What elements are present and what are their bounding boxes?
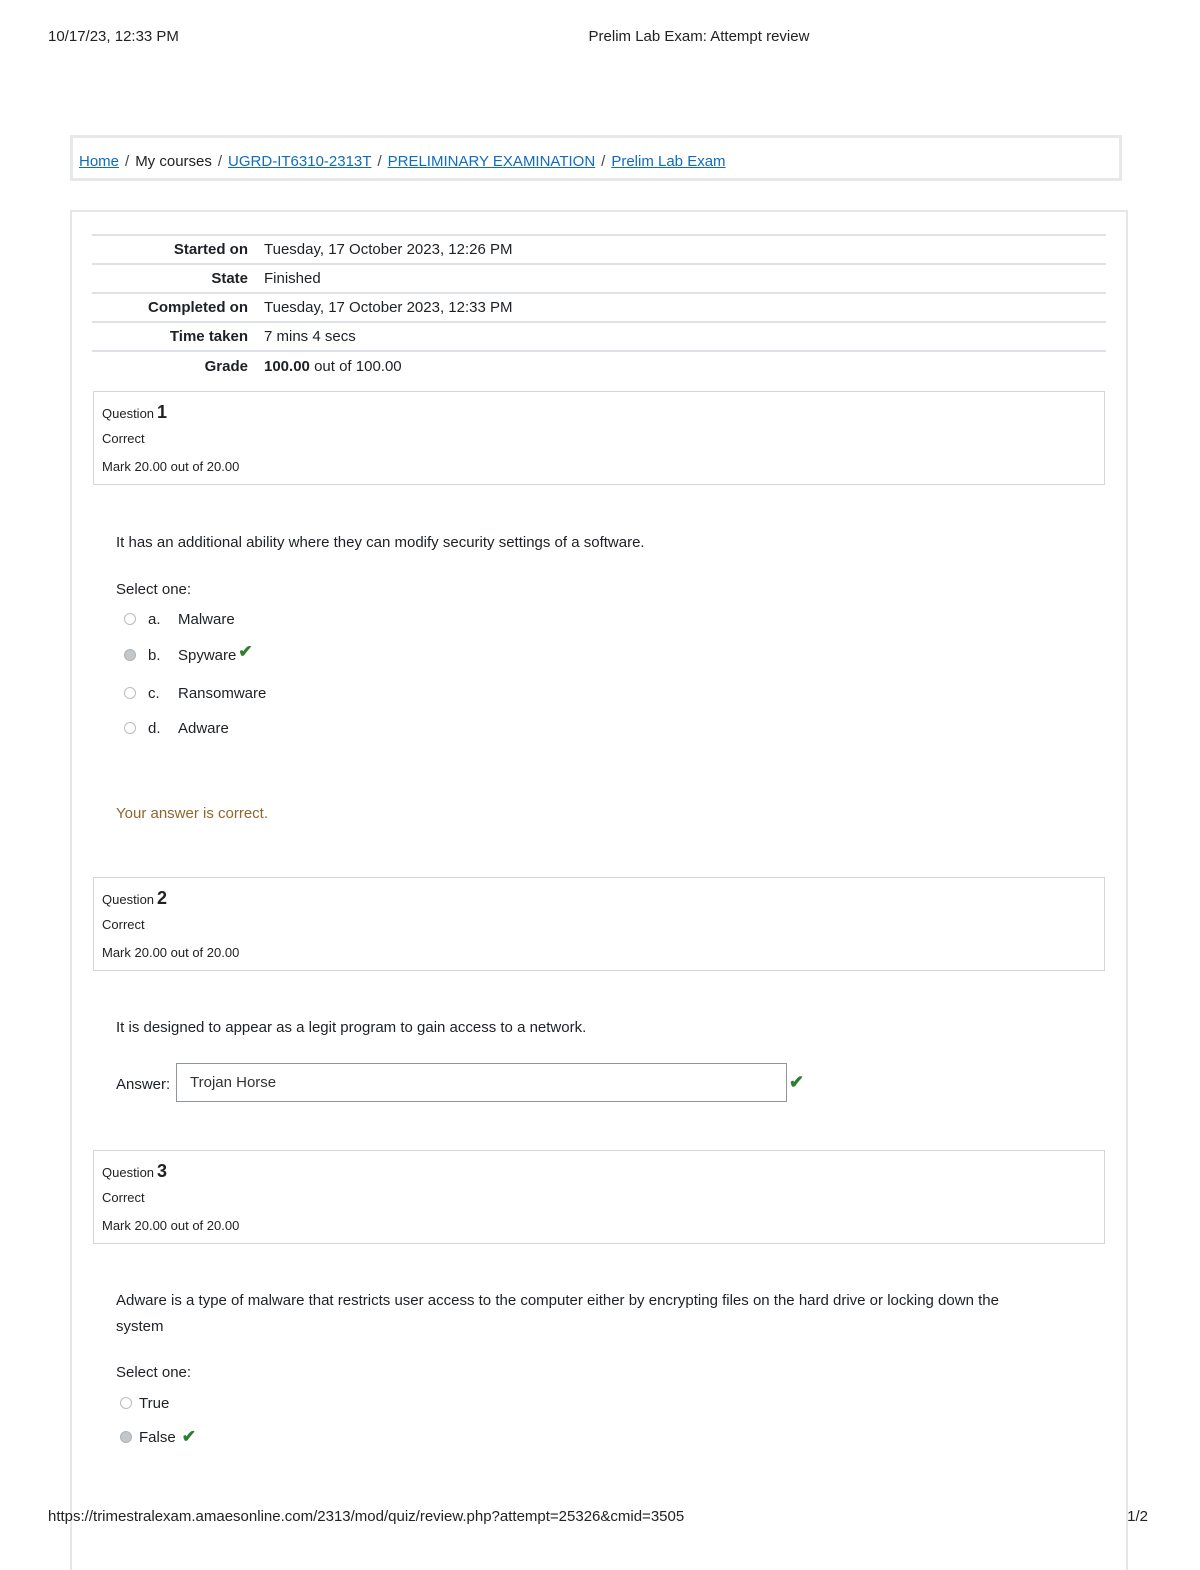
question-text-1: It has an additional ability where they can modify security settings of a software. [116,534,645,551]
summary-value: 7 mins 4 secs [264,328,356,345]
option-a[interactable] [124,609,235,629]
check-icon: ✔ [181,1427,196,1446]
radio-button-selected[interactable] [124,649,136,661]
question-mark: Mark 20.00 out of 20.00 [102,1218,240,1233]
summary-row-state [92,263,1106,292]
question-info-1 [93,391,1105,485]
option-text: True [139,1394,170,1412]
option-letter: a. [148,610,161,628]
question-state: Correct [102,917,145,932]
print-url: https://trimestralexam.amaesonline.com/2313/mod/quiz/review.php?attempt=25326&cmid=3505 [48,1508,685,1525]
print-footer [0,1508,1200,1528]
option-text: False [139,1428,176,1446]
question-mark: Mark 20.00 out of 20.00 [102,459,240,474]
summary-label: Completed on [148,299,248,316]
question-text-3 [116,1288,999,1340]
breadcrumb [70,135,1122,181]
summary-label: Grade [204,358,248,375]
answer-label: Answer: [116,1076,171,1093]
breadcrumb-section-link[interactable]: PRELIMINARY EXAMINATION [387,153,596,170]
option-b[interactable] [124,642,253,665]
breadcrumb-quiz-link[interactable]: Prelim Lab Exam [611,153,726,170]
print-header [0,28,1200,48]
breadcrumb-separator: / [377,153,382,170]
summary-row-time [92,321,1106,350]
check-icon: ✔ [238,642,253,661]
option-c[interactable] [124,683,266,703]
radio-button[interactable] [120,1397,132,1409]
question-number-value: 1 [157,402,168,422]
breadcrumb-home-link[interactable]: Home [79,153,120,170]
print-date: 10/17/23, 12:33 PM [48,28,179,45]
answer-field[interactable]: Trojan Horse [176,1063,787,1102]
question-text-line: Adware is a type of malware that restricts user access to the computer either by encrypting files on the hard drive or locking down the [116,1292,999,1309]
question-mark: Mark 20.00 out of 20.00 [102,945,240,960]
question-prefix: Question [102,406,155,421]
breadcrumb-course-link[interactable]: UGRD-IT6310-2313T [228,153,372,170]
summary-value: Finished [264,270,321,287]
question-text-line: system [116,1318,164,1335]
question-state: Correct [102,431,145,446]
summary-label: State [211,270,248,287]
breadcrumb-my-courses: My courses [135,153,212,170]
question-number [102,888,167,909]
summary-value [264,358,402,375]
radio-button[interactable] [124,687,136,699]
radio-button-selected[interactable] [120,1431,132,1443]
summary-row-completed [92,292,1106,321]
question-prefix: Question [102,1165,155,1180]
question-state: Correct [102,1190,145,1205]
option-text: Adware [178,719,229,737]
breadcrumb-separator: / [601,153,606,170]
select-one-label: Select one: [116,1364,192,1381]
question-info-3 [93,1150,1105,1244]
option-text: Spyware [178,646,237,664]
select-one-label: Select one: [116,581,192,598]
summary-label: Time taken [169,328,248,345]
radio-button[interactable] [124,722,136,734]
option-letter: d. [148,719,161,737]
print-title: Prelim Lab Exam: Attempt review [588,28,810,45]
question-text-2: It is designed to appear as a legit program to gain access to a network. [116,1019,587,1036]
summary-value: Tuesday, 17 October 2023, 12:26 PM [264,241,513,258]
option-d[interactable] [124,718,229,738]
breadcrumb-separator: / [125,153,130,170]
question-number [102,1161,167,1182]
option-letter: b. [148,646,161,664]
question-prefix: Question [102,892,155,907]
option-false[interactable] [120,1427,196,1447]
feedback-text: Your answer is correct. [116,805,269,822]
grade-suffix: out of 100.00 [314,358,402,375]
summary-row-started [92,234,1106,263]
option-text: Ransomware [178,684,267,702]
summary-value: Tuesday, 17 October 2023, 12:33 PM [264,299,513,316]
check-icon: ✔ [789,1072,805,1092]
summary-row-grade [92,350,1106,382]
radio-button[interactable] [124,613,136,625]
question-info-2 [93,877,1105,971]
question-number-value: 3 [157,1161,168,1181]
attempt-summary-table [92,234,1106,382]
question-number [102,402,167,423]
grade-score: 100.00 [264,358,310,375]
breadcrumb-separator: / [217,153,223,170]
option-true[interactable] [120,1393,169,1413]
summary-label: Started on [173,241,248,258]
page-number: 1/2 [1127,1508,1148,1525]
option-text: Malware [178,610,235,628]
option-letter: c. [148,684,160,702]
question-number-value: 2 [157,888,168,908]
